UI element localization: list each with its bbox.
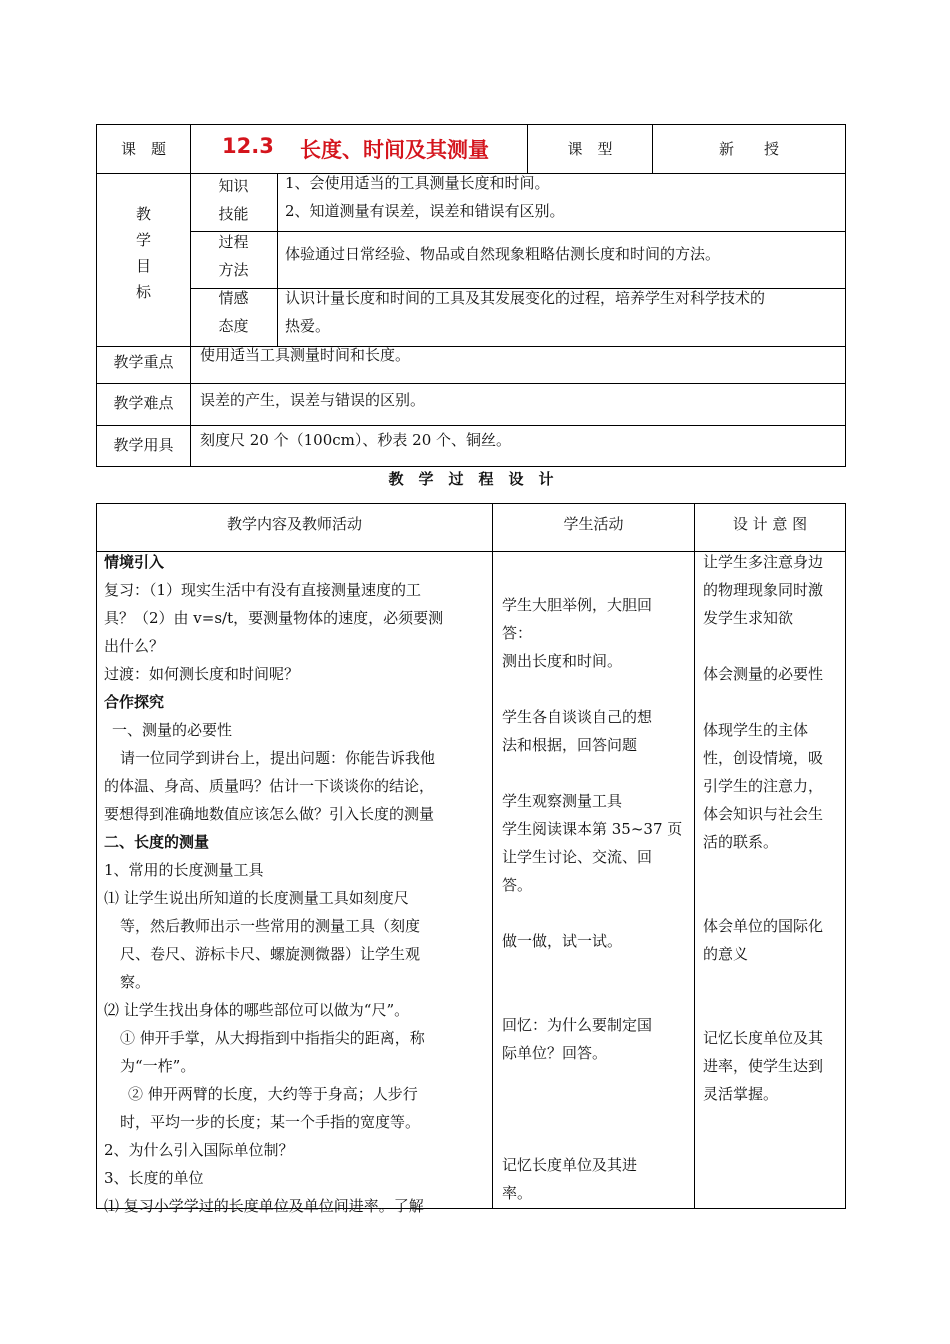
content-line: 尺、卷尺、游标卡尺、螺旋测微器）让学生观 xyxy=(120,945,421,963)
content-line: 为“一柞”。 xyxy=(120,1057,196,1075)
content-line: 3、长度的单位 xyxy=(104,1169,204,1187)
header-content: 教学内容及教师活动 xyxy=(226,515,362,533)
section-title: 教 学 过 程 设 计 xyxy=(388,470,554,488)
type-value: 新 授 xyxy=(718,140,779,158)
content-line: ② 伸开两臂的长度，大约等于身高；人步行 xyxy=(128,1085,418,1103)
design-purpose-line: 引学生的注意力， xyxy=(703,777,824,795)
content-line: 的体温、身高、质量吗？估计一下谈谈你的结论， xyxy=(104,777,435,795)
student-activity-line: 学生各自谈谈自己的想 xyxy=(502,708,653,726)
lesson-number: 12.3 xyxy=(222,134,274,158)
tools-value: 刻度尺 20 个（100cm）、秒表 20 个、铜丝。 xyxy=(200,431,512,449)
design-purpose-line: 进率，使学生达到 xyxy=(703,1057,824,1075)
design-purpose-line: 的物理现象同时激 xyxy=(703,581,824,599)
content-line: 一、测量的必要性 xyxy=(112,721,233,739)
design-purpose-line: 体会测量的必要性 xyxy=(703,665,824,683)
objective-category-process: 过程 方法 xyxy=(218,233,249,279)
student-activity-line: 让学生讨论、交流、回 xyxy=(502,848,653,866)
student-activity-line: 做一做，试一试。 xyxy=(502,932,623,950)
objective-category-knowledge: 知识 技能 xyxy=(218,177,249,223)
student-activity-line: 测出长度和时间。 xyxy=(502,652,623,670)
design-purpose-line: 体现学生的主体 xyxy=(703,721,809,739)
header-purpose: 设 计 意 图 xyxy=(732,515,808,533)
content-line: ⑴ 复习小学学过的长度单位及单位间进率。了解 xyxy=(104,1197,424,1215)
objective-knowledge-text: 1、会使用适当的工具测量长度和时间。 2、知道测量有误差，误差和错误有区别。 xyxy=(285,174,565,220)
design-purpose-line: 活的联系。 xyxy=(703,833,779,851)
objective-process-text: 体验通过日常经验、物品或自然现象粗略估测长度和时间的方法。 xyxy=(285,245,721,263)
content-line: 合作探究 xyxy=(104,693,165,711)
student-activity-line: 际单位？回答。 xyxy=(502,1044,608,1062)
topic-label: 课 题 xyxy=(120,140,166,158)
design-purpose-line: 记忆长度单位及其 xyxy=(703,1029,824,1047)
student-activity-line: 学生大胆举例，大胆回 xyxy=(502,596,653,614)
difficulty-label: 教学难点 xyxy=(113,394,174,412)
content-line: ① 伸开手掌，从大拇指到中指指尖的距离，称 xyxy=(120,1029,425,1047)
type-label: 课 型 xyxy=(567,140,613,158)
content-line: 情境引入 xyxy=(104,553,165,571)
content-line: 时，平均一步的长度；某一个手指的宽度等。 xyxy=(120,1113,421,1131)
key-point-label: 教学重点 xyxy=(113,353,174,371)
design-purpose-line: 体会知识与社会生 xyxy=(703,805,824,823)
student-activity-line: 记忆长度单位及其进 xyxy=(502,1156,638,1174)
objective-category-attitude: 情感 态度 xyxy=(218,289,249,335)
difficulty-value: 误差的产生，误差与错误的区别。 xyxy=(200,391,426,409)
design-purpose-line: 的意义 xyxy=(703,945,749,963)
content-line: 请一位同学到讲台上，提出问题：你能告诉我他 xyxy=(120,749,436,767)
teacher-activity-column xyxy=(104,548,488,1220)
design-purpose-line: 发学生求知欲 xyxy=(703,609,794,627)
content-line: 2、为什么引入国际单位制？ xyxy=(104,1141,294,1159)
student-activity-line: 答。 xyxy=(502,876,533,894)
objectives-group-label: 教 学 目 标 xyxy=(135,205,151,301)
student-activity-line: 学生阅读课本第 35~37 页 xyxy=(502,820,683,838)
content-line: 二、长度的测量 xyxy=(104,833,210,851)
lesson-title: 长度、时间及其测量 xyxy=(300,138,489,162)
design-purpose-line: 灵活掌握。 xyxy=(703,1085,779,1103)
student-activity-line: 回忆：为什么要制定国 xyxy=(502,1016,653,1034)
student-activity-column xyxy=(502,563,688,1203)
content-line: 具？（2）由 v=s/t，要测量物体的速度，必须要测 xyxy=(104,609,444,627)
student-activity-line: 法和根据，回答问题 xyxy=(502,736,638,754)
content-line: 1、常用的长度测量工具 xyxy=(104,861,264,879)
content-line: 复习：（1）现实生活中有没有直接测量速度的工 xyxy=(104,581,422,599)
student-activity-line: 答： xyxy=(502,624,533,642)
content-line: 出什么？ xyxy=(104,637,165,655)
key-point-value: 使用适当工具测量时间和长度。 xyxy=(200,346,411,364)
content-line: ⑵ 让学生找出身体的哪些部位可以做为“尺”。 xyxy=(104,1001,410,1019)
content-line: ⑴ 让学生说出所知道的长度测量工具如刻度尺 xyxy=(104,889,409,907)
design-purpose-line: 体会单位的国际化 xyxy=(703,917,824,935)
content-line: 等，然后教师出示一些常用的测量工具（刻度 xyxy=(120,917,421,935)
design-purpose-line: 性，创设情境，吸 xyxy=(703,749,824,767)
content-line: 察。 xyxy=(120,973,151,991)
content-line: 要想得到准确地数值应该怎么做？引入长度的测量 xyxy=(104,805,435,823)
objective-attitude-text: 认识计量长度和时间的工具及其发展变化的过程，培养学生对科学技术的 热爱。 xyxy=(285,289,766,335)
student-activity-line: 学生观察测量工具 xyxy=(502,792,623,810)
header-student: 学生活动 xyxy=(563,515,624,533)
design-purpose-column xyxy=(703,548,841,1188)
tools-label: 教学用具 xyxy=(113,436,174,454)
content-line: 过渡：如何测长度和时间呢？ xyxy=(104,665,300,683)
student-activity-line: 率。 xyxy=(502,1184,533,1202)
design-purpose-line: 让学生多注意身边 xyxy=(703,553,824,571)
